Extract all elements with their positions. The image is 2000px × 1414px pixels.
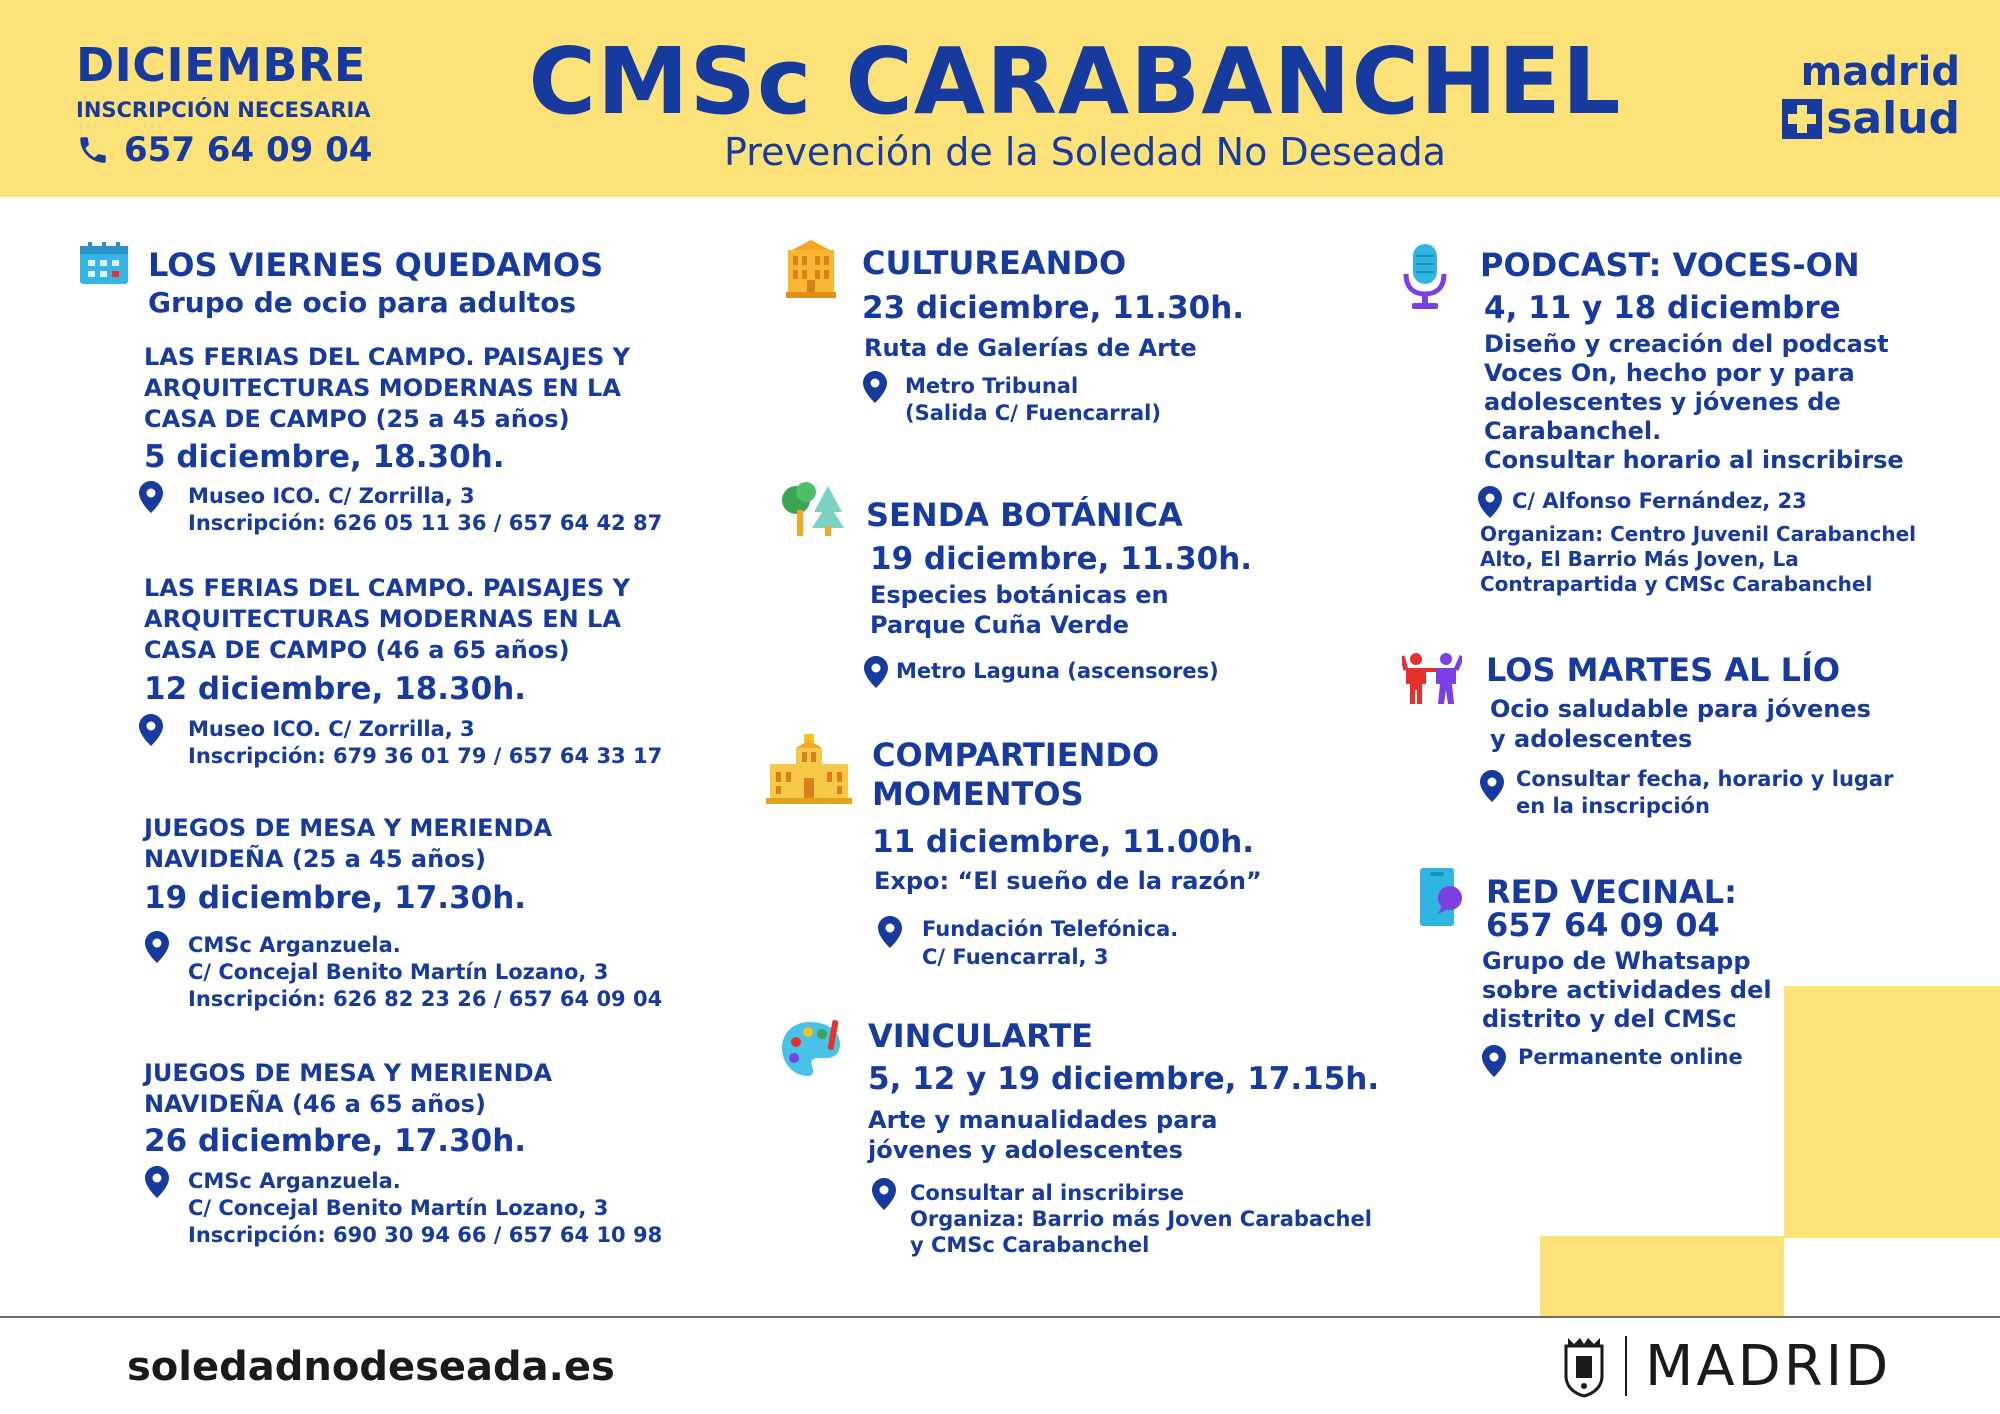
martes-location-detail: en la inscripción [1516, 794, 1710, 818]
podcast-desc-line: Consultar horario al inscribirse [1484, 446, 1904, 474]
trees-icon [780, 482, 846, 538]
viernes-subtitle: Grupo de ocio para adultos [148, 286, 577, 319]
vincularte-date: 5, 12 y 19 diciembre, 17.15h. [868, 1061, 1380, 1097]
senda-location: Metro Laguna (ascensores) [896, 659, 1219, 683]
header-phone-number[interactable]: 657 64 09 04 [124, 130, 373, 170]
senda-date: 19 diciembre, 11.30h. [870, 541, 1253, 577]
event-title-line: CASA DE CAMPO (25 a 45 años) [144, 405, 570, 433]
event-location: CMSc Arganzuela. [188, 933, 401, 957]
martes-desc-line: y adolescentes [1490, 725, 1693, 753]
location-pin-icon [145, 931, 169, 963]
event-title-line: ARQUITECTURAS MODERNAS EN LA [144, 605, 621, 633]
page-subtitle: Prevención de la Soledad No Deseada [724, 130, 1446, 174]
cultureando-date: 23 diciembre, 11.30h. [862, 290, 1245, 326]
event-title-line: NAVIDEÑA (46 a 65 años) [144, 1090, 486, 1118]
footer-madrid-logo: MADRID [1645, 1334, 1892, 1399]
crest-icon [1560, 1336, 1608, 1398]
location-pin-icon [139, 481, 163, 513]
chat-icon [1420, 868, 1464, 926]
decorative-block [1540, 1236, 1784, 1318]
event-location: Museo ICO. C/ Zorrilla, 3 [188, 484, 475, 508]
vincularte-desc-line: Arte y manualidades para [868, 1106, 1218, 1134]
red-phone[interactable]: 657 64 09 04 [1486, 906, 1720, 944]
event-date: 19 diciembre, 17.30h. [144, 880, 527, 916]
podcast-location: C/ Alfonso Fernández, 23 [1512, 489, 1807, 513]
event-title-line: ARQUITECTURAS MODERNAS EN LA [144, 374, 621, 402]
compartiendo-address: C/ Fuencarral, 3 [922, 945, 1109, 969]
podcast-title: PODCAST: VOCES-ON [1480, 246, 1860, 284]
event-location: CMSc Arganzuela. [188, 1169, 401, 1193]
calendar-icon [80, 242, 128, 284]
event-title-line: LAS FERIAS DEL CAMPO. PAISAJES Y [144, 574, 630, 602]
location-pin-icon [1480, 770, 1504, 802]
podcast-organizer-line: Alto, El Barrio Más Joven, La [1480, 547, 1799, 571]
cultureando-title: CULTUREANDO [862, 244, 1127, 282]
martes-title: LOS MARTES AL LÍO [1486, 651, 1841, 689]
compartiendo-title-line: COMPARTIENDO [872, 736, 1160, 774]
podcast-desc-line: Diseño y creación del podcast [1484, 330, 1889, 358]
building-icon [782, 238, 840, 298]
podcast-desc-line: Voces On, hecho por y para [1484, 359, 1855, 387]
inscription-note: INSCRIPCIÓN NECESARIA [76, 98, 371, 122]
location-pin-icon [872, 1178, 896, 1210]
podcast-date: 4, 11 y 18 diciembre [1484, 290, 1841, 326]
location-pin-icon [863, 371, 887, 403]
martes-desc-line: Ocio saludable para jóvenes [1490, 695, 1871, 723]
compartiendo-title-line: MOMENTOS [872, 775, 1084, 813]
red-desc-line: Grupo de Whatsapp [1482, 947, 1751, 975]
compartiendo-desc: Expo: “El sueño de la razón” [874, 867, 1262, 895]
page-title: CMSc CARABANCHEL [528, 28, 1622, 135]
podcast-organizer-line: Organizan: Centro Juvenil Carabanchel [1480, 522, 1917, 546]
red-desc-line: distrito y del CMSc [1482, 1005, 1737, 1033]
vincularte-title: VINCULARTE [868, 1017, 1093, 1055]
logo-madrid-text: madrid [1800, 49, 1960, 95]
location-pin-icon [145, 1166, 169, 1198]
red-location: Permanente online [1518, 1045, 1743, 1069]
red-desc-line: sobre actividades del [1482, 976, 1772, 1004]
event-address: C/ Concejal Benito Martín Lozano, 3 [188, 1196, 609, 1220]
event-title-line: CASA DE CAMPO (46 a 65 años) [144, 636, 570, 664]
vincularte-desc-line: jóvenes y adolescentes [868, 1136, 1183, 1164]
footer-separator [1625, 1336, 1627, 1396]
event-registration: Inscripción: 690 30 94 66 / 657 64 10 98 [188, 1223, 663, 1247]
red-title: RED VECINAL: [1486, 873, 1737, 911]
event-title-line: NAVIDEÑA (25 a 45 años) [144, 845, 486, 873]
header-phone [76, 128, 372, 172]
event-date: 26 diciembre, 17.30h. [144, 1123, 527, 1159]
compartiendo-date: 11 diciembre, 11.00h. [872, 824, 1255, 860]
event-registration: Inscripción: 679 36 01 79 / 657 64 33 17 [188, 744, 663, 768]
martes-location: Consultar fecha, horario y lugar [1516, 767, 1894, 791]
event-title-line: JUEGOS DE MESA Y MERIENDA [144, 814, 553, 842]
cultureando-location-detail: (Salida C/ Fuencarral) [905, 401, 1161, 425]
senda-title: SENDA BOTÁNICA [866, 496, 1183, 534]
decorative-block [1784, 986, 2000, 1238]
event-title-line: JUEGOS DE MESA Y MERIENDA [144, 1059, 553, 1087]
location-pin-icon [1482, 1045, 1506, 1077]
senda-desc-line: Parque Cuña Verde [870, 611, 1130, 639]
event-registration: Inscripción: 626 05 11 36 / 657 64 42 87 [188, 511, 663, 535]
vincularte-location: Consultar al inscribirse [910, 1181, 1184, 1205]
compartiendo-location: Fundación Telefónica. [922, 917, 1179, 941]
location-pin-icon [864, 656, 888, 688]
location-pin-icon [878, 916, 902, 948]
footer-divider [0, 1316, 2000, 1318]
location-pin-icon [139, 714, 163, 746]
event-location: Museo ICO. C/ Zorrilla, 3 [188, 717, 475, 741]
cultureando-desc: Ruta de Galerías de Arte [864, 334, 1197, 362]
footer-website[interactable]: soledadnodeseada.es [127, 1344, 615, 1390]
people-icon [1402, 652, 1462, 706]
palace-icon [766, 734, 852, 804]
event-registration: Inscripción: 626 82 23 26 / 657 64 09 04 [188, 987, 663, 1011]
podcast-desc-line: adolescentes y jóvenes de [1484, 388, 1841, 416]
palette-icon [780, 1018, 844, 1080]
logo-salud-text: salud [1826, 93, 1960, 144]
location-pin-icon [1478, 486, 1502, 518]
podcast-desc-line: Carabanchel. [1484, 417, 1662, 445]
cross-icon [1782, 99, 1822, 139]
event-date: 12 diciembre, 18.30h. [144, 671, 527, 707]
event-date: 5 diciembre, 18.30h. [144, 439, 505, 475]
header-banner [0, 0, 2000, 197]
event-address: C/ Concejal Benito Martín Lozano, 3 [188, 960, 609, 984]
event-title-line: LAS FERIAS DEL CAMPO. PAISAJES Y [144, 343, 630, 371]
cultureando-location: Metro Tribunal [905, 374, 1079, 398]
madrid-salud-logo [1780, 50, 1960, 144]
month-label: DICIEMBRE [76, 38, 366, 92]
viernes-title: LOS VIERNES QUEDAMOS [148, 246, 604, 284]
senda-desc-line: Especies botánicas en [870, 581, 1169, 609]
microphone-icon [1402, 244, 1448, 310]
vincularte-organizer: Organiza: Barrio más Joven Carabachel [910, 1207, 1372, 1231]
vincularte-organizer-line: y CMSc Carabanchel [910, 1233, 1150, 1257]
podcast-organizer-line: Contrapartida y CMSc Carabanchel [1480, 572, 1873, 596]
phone-icon [76, 133, 110, 167]
